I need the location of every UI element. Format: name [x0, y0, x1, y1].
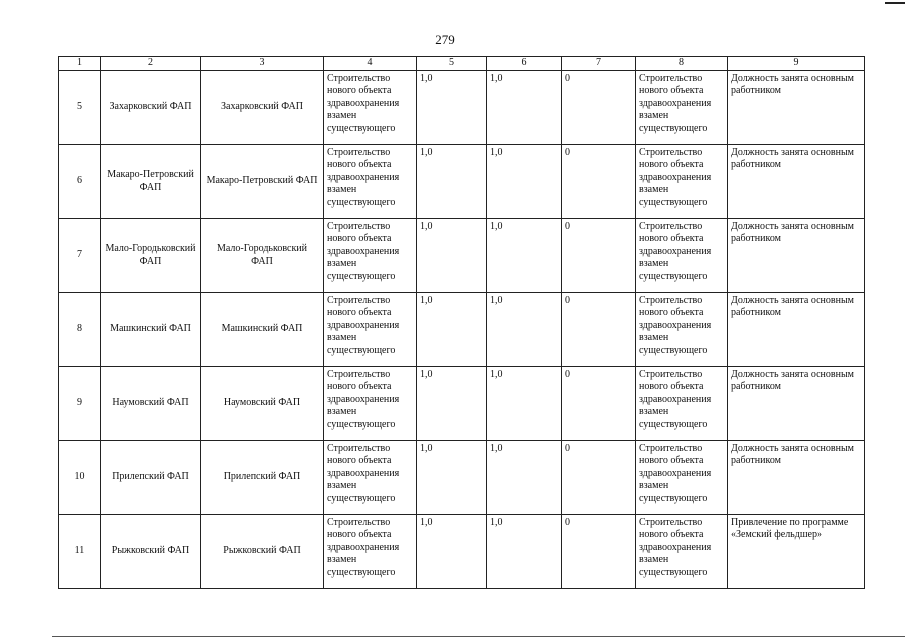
value-col5-cell: 1,0	[417, 367, 487, 441]
row-number-cell: 7	[59, 219, 101, 293]
work-type-cell: Строительство нового объекта здравоохранения взамен существующего	[324, 441, 417, 515]
row-number-cell: 8	[59, 293, 101, 367]
column-header: 3	[201, 57, 324, 71]
page-number: 279	[435, 32, 455, 47]
table-row	[59, 145, 865, 219]
fap-name-cell: Рыжковский ФАП	[101, 515, 201, 589]
column-header: 7	[562, 57, 636, 71]
action-cell: Строительство нового объекта здравоохранения взамен существующего	[636, 145, 728, 219]
row-number-cell: 5	[59, 71, 101, 145]
staffing-note-cell: Должность занята основным работником	[728, 441, 865, 515]
value-col7-cell: 0	[562, 441, 636, 515]
value-col7-cell: 0	[562, 515, 636, 589]
header-row	[59, 57, 865, 71]
facility-name-cell: Мало-Городьковский ФАП	[201, 219, 324, 293]
value-col7-cell: 0	[562, 145, 636, 219]
staffing-note-cell: Должность занята основным работником	[728, 293, 865, 367]
facility-name-cell: Наумовский ФАП	[201, 367, 324, 441]
staffing-note-cell: Должность занята основным работником	[728, 145, 865, 219]
value-col6-cell: 1,0	[487, 293, 562, 367]
fap-name-cell: Наумовский ФАП	[101, 367, 201, 441]
facility-name-cell: Макаро-Петровский ФАП	[201, 145, 324, 219]
value-col6-cell: 1,0	[487, 145, 562, 219]
value-col6-cell: 1,0	[487, 515, 562, 589]
value-col5-cell: 1,0	[417, 441, 487, 515]
work-type-cell: Строительство нового объекта здравоохранения взамен существующего	[324, 293, 417, 367]
fap-name-cell: Захарковский ФАП	[101, 71, 201, 145]
column-header: 1	[59, 57, 101, 71]
facility-name-cell: Прилепский ФАП	[201, 441, 324, 515]
fap-name-cell: Прилепский ФАП	[101, 441, 201, 515]
row-number-cell: 6	[59, 145, 101, 219]
data-table	[58, 56, 865, 589]
bottom-edge-line	[52, 636, 905, 637]
action-cell: Строительство нового объекта здравоохранения взамен существующего	[636, 367, 728, 441]
column-header: 6	[487, 57, 562, 71]
table-row	[59, 367, 865, 441]
facility-name-cell: Захарковский ФАП	[201, 71, 324, 145]
staffing-note-cell: Привлечение по программе «Земский фельдшер»	[728, 515, 865, 589]
table-row	[59, 219, 865, 293]
value-col7-cell: 0	[562, 367, 636, 441]
action-cell: Строительство нового объекта здравоохранения взамен существующего	[636, 441, 728, 515]
value-col7-cell: 0	[562, 219, 636, 293]
fap-name-cell: Макаро-Петровский ФАП	[101, 145, 201, 219]
value-col5-cell: 1,0	[417, 71, 487, 145]
table-row	[59, 71, 865, 145]
facility-name-cell: Машкинский ФАП	[201, 293, 324, 367]
value-col7-cell: 0	[562, 293, 636, 367]
value-col5-cell: 1,0	[417, 219, 487, 293]
facility-name-cell: Рыжковский ФАП	[201, 515, 324, 589]
value-col5-cell: 1,0	[417, 293, 487, 367]
action-cell: Строительство нового объекта здравоохранения взамен существующего	[636, 515, 728, 589]
column-header: 4	[324, 57, 417, 71]
fap-name-cell: Мало-Городьковский ФАП	[101, 219, 201, 293]
table-row	[59, 515, 865, 589]
column-header: 8	[636, 57, 728, 71]
row-number-cell: 9	[59, 367, 101, 441]
work-type-cell: Строительство нового объекта здравоохранения взамен существующего	[324, 367, 417, 441]
work-type-cell: Строительство нового объекта здравоохранения взамен существующего	[324, 515, 417, 589]
top-edge-line	[885, 2, 905, 4]
column-header: 2	[101, 57, 201, 71]
value-col5-cell: 1,0	[417, 515, 487, 589]
row-number-cell: 10	[59, 441, 101, 515]
value-col6-cell: 1,0	[487, 367, 562, 441]
staffing-note-cell: Должность занята основным работником	[728, 71, 865, 145]
work-type-cell: Строительство нового объекта здравоохранения взамен существующего	[324, 219, 417, 293]
value-col5-cell: 1,0	[417, 145, 487, 219]
column-header: 9	[728, 57, 865, 71]
action-cell: Строительство нового объекта здравоохранения взамен существующего	[636, 71, 728, 145]
value-col6-cell: 1,0	[487, 71, 562, 145]
column-header: 5	[417, 57, 487, 71]
work-type-cell: Строительство нового объекта здравоохранения взамен существующего	[324, 145, 417, 219]
staffing-note-cell: Должность занята основным работником	[728, 219, 865, 293]
staffing-note-cell: Должность занята основным работником	[728, 367, 865, 441]
action-cell: Строительство нового объекта здравоохранения взамен существующего	[636, 293, 728, 367]
value-col6-cell: 1,0	[487, 219, 562, 293]
value-col7-cell: 0	[562, 71, 636, 145]
table-row	[59, 441, 865, 515]
work-type-cell: Строительство нового объекта здравоохранения взамен существующего	[324, 71, 417, 145]
row-number-cell: 11	[59, 515, 101, 589]
action-cell: Строительство нового объекта здравоохранения взамен существующего	[636, 219, 728, 293]
value-col6-cell: 1,0	[487, 441, 562, 515]
table-row	[59, 293, 865, 367]
fap-name-cell: Машкинский ФАП	[101, 293, 201, 367]
